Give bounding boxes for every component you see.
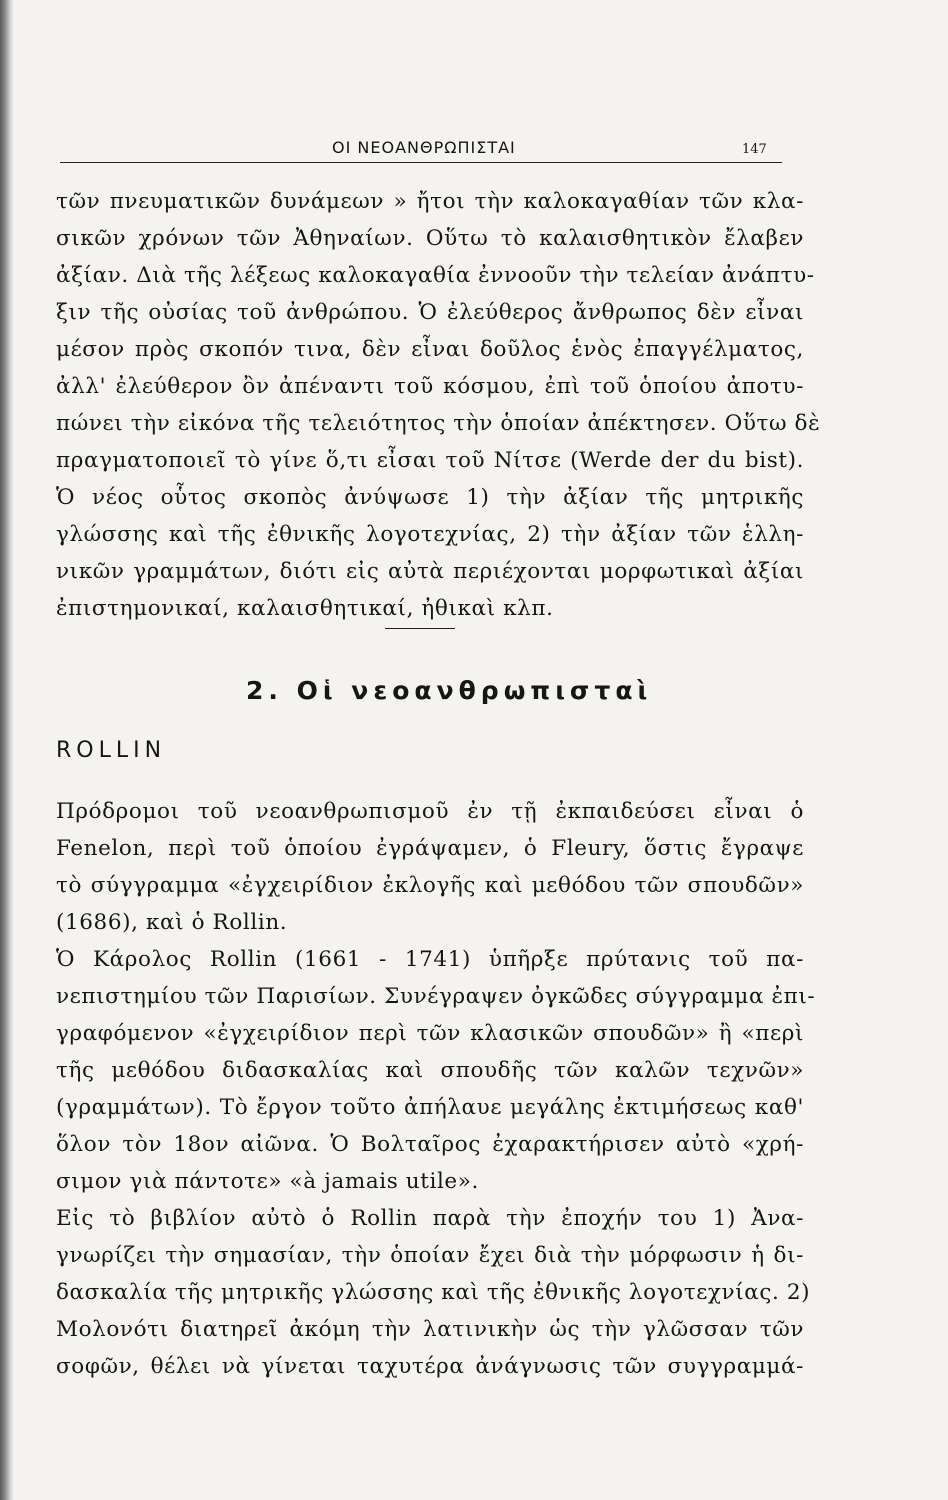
text-line: Fenelon, περὶ τοῦ ὁποίου ἐγράψαμεν, ὁ Fleury, ὅστις ἔγραψε (56, 836, 804, 861)
header-rule (60, 162, 782, 163)
text-line: (1686), καὶ ὁ Rollin. (56, 910, 288, 935)
text-line: (γραμμάτων). Τὸ ἔργον τοῦτο ἀπήλαυε μεγάλης ἐκτιμήσεως καθ' (56, 1095, 804, 1120)
text-line: τὸ σύγγραμμα «ἐγχειρίδιον ἐκλογῆς καὶ μεθόδου τῶν σπουδῶν» (56, 873, 804, 898)
text-line: πώνει τὴν εἰκόνα τῆς τελειότητος τὴν ὁποίαν ἀπέκτησεν. Οὕτω δὲ (56, 411, 821, 436)
section-title: 2. Οἱ νεοανθρωπισταὶ (246, 676, 653, 705)
text-line: πραγματοποιεῖ τὸ γίνε ὅ,τι εἶσαι τοῦ Νίτσε (Werde der du bist). (56, 448, 804, 473)
page-header (60, 132, 800, 166)
text-line: μέσον πρὸς σκοπόν τινα, δὲν εἶναι δοῦλος ἑνὸς ἐπαγγέλματος, (56, 337, 804, 362)
page-binding-edge (0, 0, 14, 1500)
text-line: γλώσσης καὶ τῆς ἐθνικῆς λογοτεχνίας, 2) τὴν ἀξίαν τῶν ἑλλη- (56, 522, 804, 547)
text-line: τῶν πνευματικῶν δυνάμεων » ἤτοι τὴν καλοκαγαθίαν τῶν κλα- (56, 189, 804, 214)
text-line: σιμον γιὰ πάντοτε» «à jamais utile». (56, 1169, 479, 1194)
text-line: Μολονότι διατηρεῖ ἀκόμη τὴν λατινικὴν ὡς τὴν γλῶσσαν τῶν (56, 1317, 804, 1342)
text-line: τῆς μεθόδου διδασκαλίας καὶ σπουδῆς τῶν καλῶν τεχνῶν» (56, 1058, 804, 1083)
text-line: Πρόδρομοι τοῦ νεοανθρωπισμοῦ ἐν τῇ ἐκπαιδεύσει εἶναι ὁ (56, 799, 804, 824)
text-line: ἀλλ' ἐλεύθερον ὂν ἀπέναντι τοῦ κόσμου, ἐπὶ τοῦ ὁποίου ἀποτυ- (56, 374, 804, 399)
text-line: ὅλον τὸν 18ον αἰῶνα. Ὁ Βολταῖρος ἐχαρακτήρισεν αὐτὸ «χρή- (56, 1132, 804, 1157)
side-heading-rollin: ROLLIN (56, 738, 167, 763)
text-line: Ὁ νέος οὗτος σκοπὸς ἀνύψωσε 1) τὴν ἀξίαν τῆς μητρικῆς (56, 485, 804, 510)
text-line: γνωρίζει τὴν σημασίαν, τὴν ὁποίαν ἔχει διὰ τὴν μόρφωσιν ἡ δι- (56, 1243, 804, 1268)
text-line: νικῶν γραμμάτων, διότι εἰς αὐτὰ περιέχονται μορφωτικαὶ ἀξίαι (56, 559, 804, 584)
text-line: Εἰς τὸ βιβλίον αὐτὸ ὁ Rollin παρὰ τὴν ἐποχήν του 1) Ἀνα- (56, 1206, 804, 1231)
text-line: ἀξίαν. Διὰ τῆς λέξεως καλοκαγαθία ἐννοοῦν τὴν τελείαν ἀνάπτυ- (56, 263, 815, 288)
text-line: ξιν τῆς οὐσίας τοῦ ἀνθρώπου. Ὁ ἐλεύθερος ἄνθρωπος δὲν εἶναι (56, 300, 804, 325)
text-line: σοφῶν, θέλει νὰ γίνεται ταχυτέρα ἀνάγνωσις τῶν συγγραμμά- (56, 1354, 804, 1379)
section-separator (385, 628, 455, 629)
text-line: σικῶν χρόνων τῶν Ἀθηναίων. Οὕτω τὸ καλαισθητικὸν ἔλαβεν (56, 226, 804, 251)
text-line: νεπιστημίου τῶν Παρισίων. Συνέγραψεν ὀγκῶδες σύγγραμμα ἐπι- (56, 984, 816, 1009)
running-title: ΟΙ ΝΕΟΑΝΘΡΩΠΙΣΤΑΙ (332, 138, 516, 157)
text-line: ἐπιστημονικαί, καλαισθητικαί, ἠθικαὶ κλπ. (56, 596, 554, 621)
text-line: δασκαλία τῆς μητρικῆς γλώσσης καὶ τῆς ἐθνικῆς λογοτεχνίας. 2) (56, 1280, 811, 1305)
text-line: γραφόμενον «ἐγχειρίδιον περὶ τῶν κλασικῶν σπουδῶν» ἢ «περὶ (56, 1021, 804, 1046)
page-number: 147 (742, 142, 767, 157)
text-line: Ὁ Κάρολος Rollin (1661 - 1741) ὑπῆρξε πρύτανις τοῦ πα- (56, 947, 804, 972)
